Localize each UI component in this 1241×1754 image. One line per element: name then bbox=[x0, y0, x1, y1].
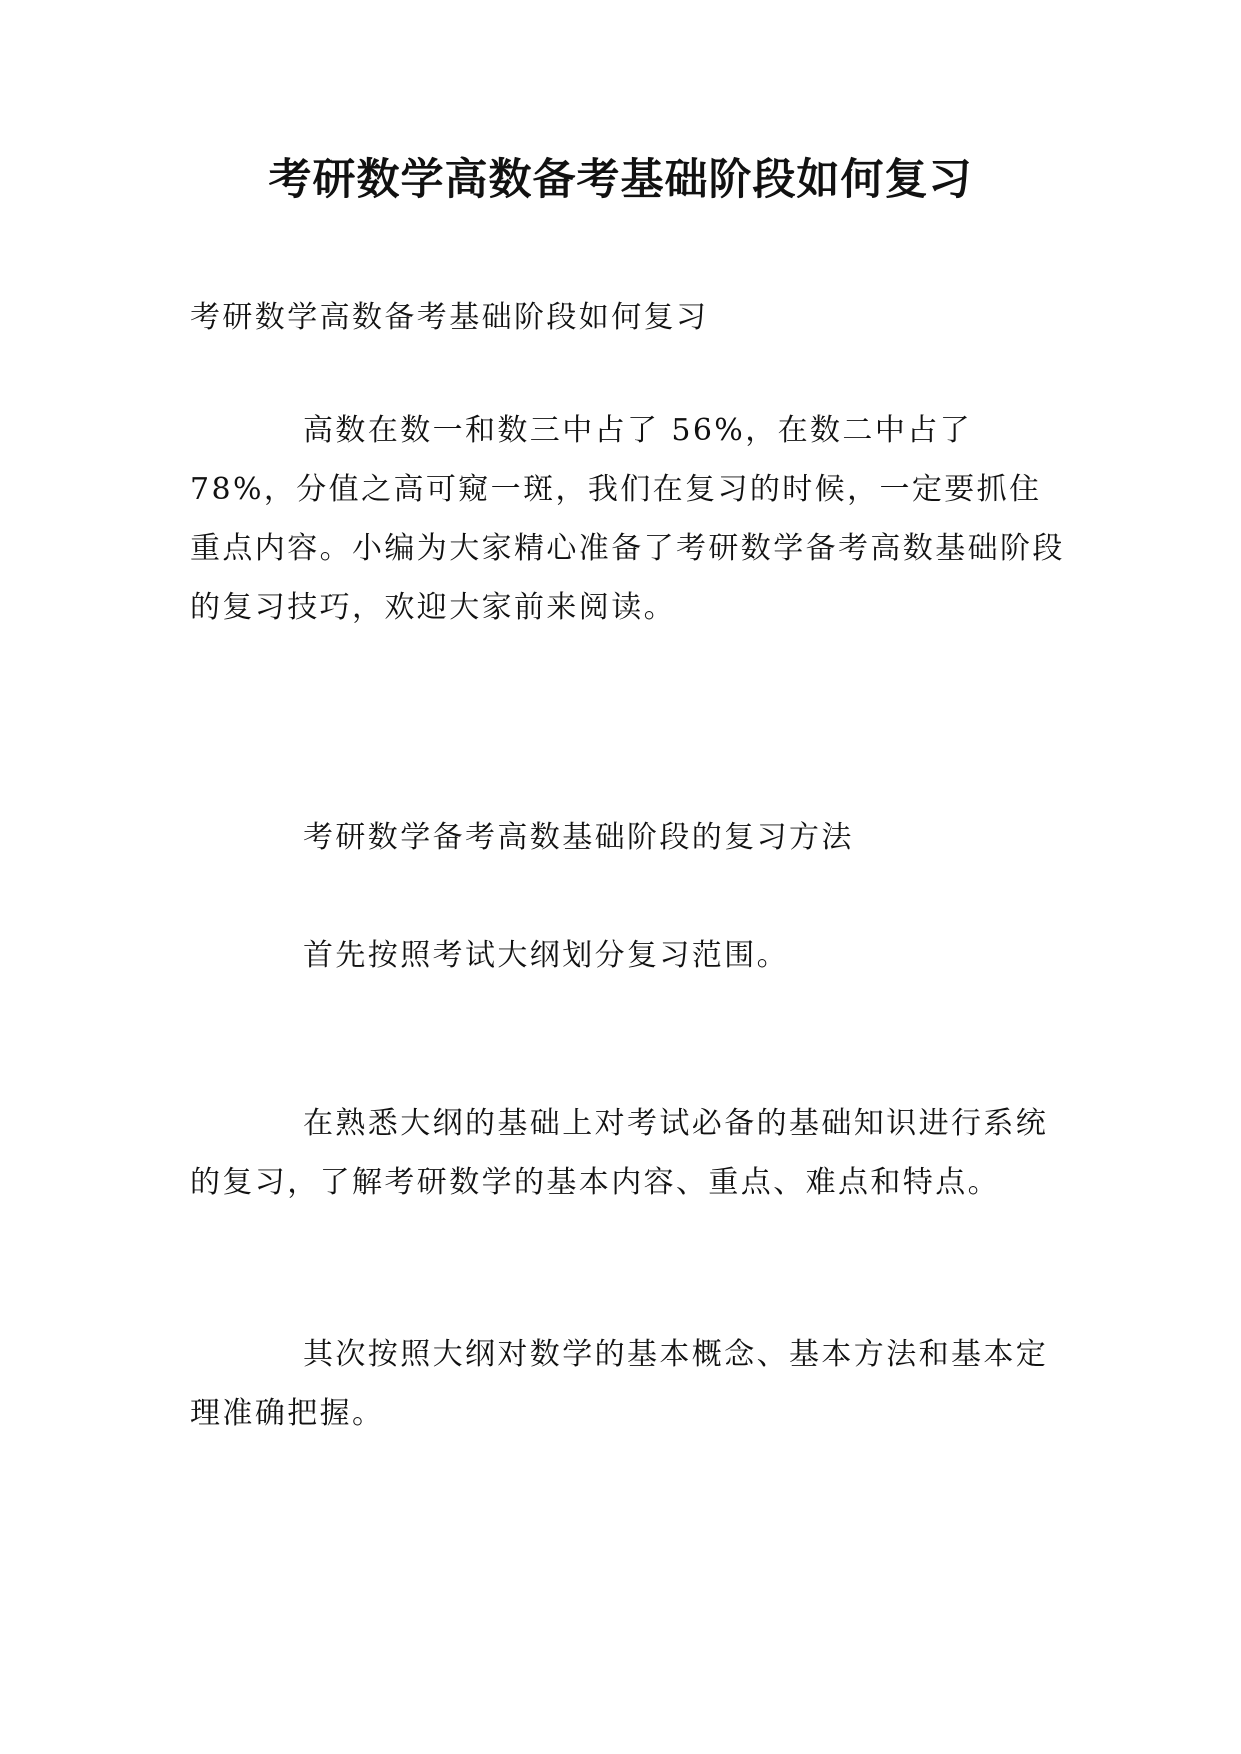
document-title: 考研数学高数备考基础阶段如何复习 bbox=[268, 155, 973, 205]
document-subtitle: 考研数学高数备考基础阶段如何复习 bbox=[190, 300, 709, 335]
paragraph-2: 在熟悉大纲的基础上对考试必备的基础知识进行系统的复习，了解考研数学的基本内容、重点、难点和特点。 bbox=[190, 1106, 1049, 1200]
paragraph-3: 其次按照大纲对数学的基本概念、基本方法和基本定理准确把握。 bbox=[190, 1337, 1049, 1431]
paragraph-1: 首先按照考试大纲划分复习范围。 bbox=[303, 938, 789, 973]
section-heading: 考研数学备考高数基础阶段的复习方法 bbox=[303, 820, 854, 855]
intro-paragraph: 高数在数一和数三中占了 56%，在数二中占了 78%，分值之高可窥一斑，我们在复习的时候，一定要抓住重点内容。小编为大家精心准备了考研数学备考高数基础阶段的复习技巧，欢迎大家前来阅读。 bbox=[190, 413, 1065, 625]
